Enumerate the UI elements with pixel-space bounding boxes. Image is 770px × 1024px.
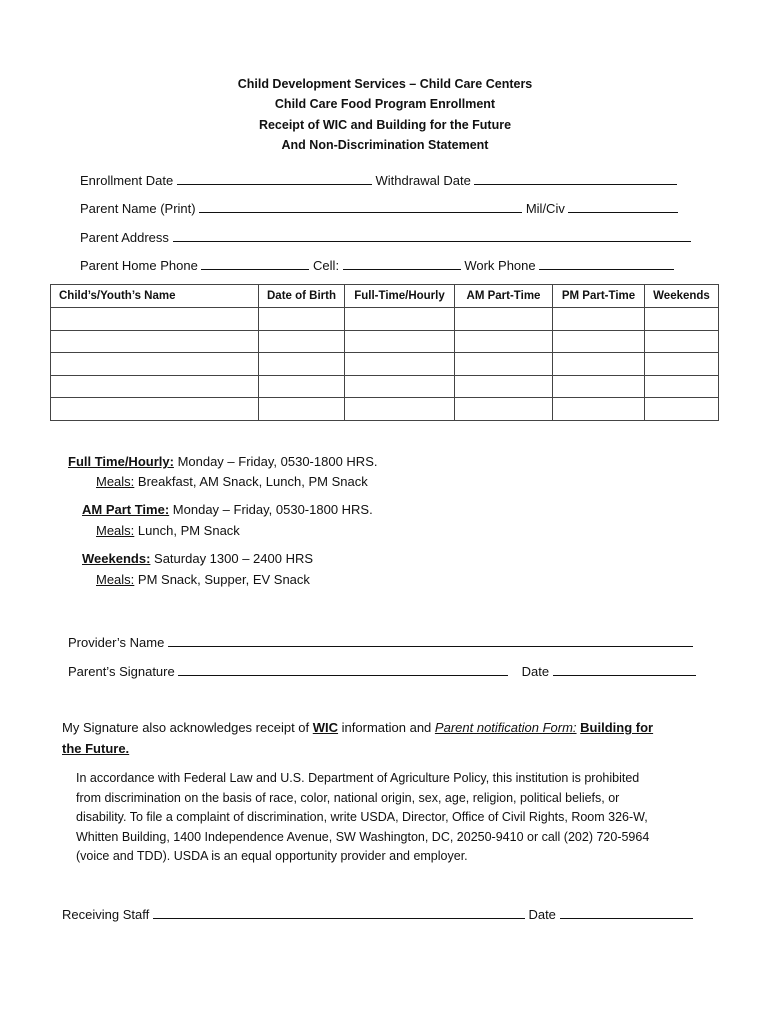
table-cell[interactable]	[345, 330, 455, 353]
receiving-date-field[interactable]	[560, 906, 693, 919]
table-cell[interactable]	[455, 330, 553, 353]
table-row	[51, 330, 719, 353]
col-weekends: Weekends	[645, 285, 719, 308]
nd-line-3: disability. To file a complaint of discrimination, write USDA, Director, Office of Civil Rights, Room 326-W,	[76, 810, 648, 824]
am-part-line	[82, 502, 373, 517]
mil-civ-field[interactable]	[568, 200, 678, 213]
parent-address-label: Parent Address	[80, 230, 169, 245]
table-row	[51, 375, 719, 398]
table-cell[interactable]	[51, 353, 259, 376]
col-am-part-time: AM Part-Time	[455, 285, 553, 308]
weekends-label: Weekends:	[82, 551, 151, 566]
weekends-meals-label: Meals:	[96, 572, 135, 587]
enrollment-date-label: Enrollment Date	[80, 173, 174, 188]
parent-name-field[interactable]	[199, 200, 522, 213]
enrollment-date-field[interactable]	[177, 172, 372, 185]
parent-address-field[interactable]	[173, 229, 691, 242]
weekends-meals: PM Snack, Supper, EV Snack	[137, 572, 310, 587]
table-cell[interactable]	[259, 330, 345, 353]
cell-field[interactable]	[343, 257, 461, 270]
receiving-staff-label: Receiving Staff	[62, 907, 150, 922]
col-date-of-birth: Date of Birth	[259, 285, 345, 308]
table-cell[interactable]	[645, 330, 719, 353]
title-line-3: Receipt of WIC and Building for the Future	[258, 118, 512, 132]
table-cell[interactable]	[645, 353, 719, 376]
withdrawal-date-field[interactable]	[474, 172, 677, 185]
nd-line-1: In accordance with Federal Law and U.S. Department of Agriculture Policy, this institution is prohibited	[76, 771, 640, 785]
table-cell[interactable]	[645, 398, 719, 421]
nd-line-2: from discrimination on the basis of race, color, national origin, sex, age, religion, political beliefs, or	[76, 790, 620, 805]
table-cell[interactable]	[51, 308, 259, 331]
nd-line-5: (voice and TDD). USDA is an equal opportunity provider and employer.	[76, 849, 468, 863]
ack-bft-2: the Future.	[62, 741, 130, 756]
table-cell[interactable]	[259, 398, 345, 421]
table-row	[51, 398, 719, 421]
provider-name-field[interactable]	[168, 634, 693, 647]
am-part-meals-label: Meals:	[96, 523, 135, 538]
table-row	[51, 353, 719, 376]
table-cell[interactable]	[553, 398, 645, 421]
table-cell[interactable]	[259, 308, 345, 331]
work-phone-field[interactable]	[539, 257, 674, 270]
table-cell[interactable]	[51, 398, 259, 421]
parent-address-row	[80, 229, 691, 245]
enrollment-row	[80, 172, 677, 188]
provider-name-label: Provider’s Name	[68, 635, 165, 650]
full-time-meals: Breakfast, AM Snack, Lunch, PM Snack	[137, 474, 368, 489]
acknowledgement-line-1	[62, 720, 653, 735]
children-table	[50, 284, 719, 421]
mil-civ-label: Mil/Civ	[525, 201, 565, 216]
table-cell[interactable]	[259, 353, 345, 376]
table-cell[interactable]	[51, 375, 259, 398]
nd-line-4: Whitten Building, 1400 Independence Avenue, SW Washington, DC, 20250-9410 or call (202) 720-5964	[76, 829, 650, 844]
home-phone-label: Parent Home Phone	[80, 258, 198, 273]
full-time-label: Full Time/Hourly:	[68, 454, 174, 469]
parent-signature-date-field[interactable]	[553, 663, 696, 676]
col-full-time-hourly: Full-Time/Hourly	[345, 285, 455, 308]
table-cell[interactable]	[645, 308, 719, 331]
provider-name-row	[68, 634, 693, 650]
weekends-line	[82, 551, 313, 566]
title-line-2: Child Care Food Program Enrollment	[274, 97, 496, 111]
parent-signature-date-label: Date	[521, 664, 550, 679]
table-cell[interactable]	[345, 375, 455, 398]
table-cell[interactable]	[553, 353, 645, 376]
col-pm-part-time: PM Part-Time	[553, 285, 645, 308]
table-cell[interactable]	[345, 353, 455, 376]
nondiscrimination-statement	[76, 769, 736, 867]
weekends-hours: Saturday 1300 – 2400 HRS	[154, 551, 314, 566]
am-part-meals: Lunch, PM Snack	[137, 523, 240, 538]
table-cell[interactable]	[455, 308, 553, 331]
ack-wic: WIC	[312, 720, 339, 735]
parent-name-row	[80, 200, 678, 216]
table-cell[interactable]	[645, 375, 719, 398]
withdrawal-date-label: Withdrawal Date	[375, 173, 471, 188]
table-cell[interactable]	[345, 308, 455, 331]
table-cell[interactable]	[455, 375, 553, 398]
receiving-staff-field[interactable]	[153, 906, 525, 919]
full-time-meals-line	[96, 474, 368, 489]
title-line-4: And Non-Discrimination Statement	[281, 138, 489, 152]
full-time-line	[68, 454, 377, 469]
receiving-staff-row	[62, 906, 693, 922]
am-part-meals-line	[96, 523, 240, 538]
col-child-name: Child’s/Youth’s Name	[51, 285, 259, 308]
ack-text-1: My Signature also acknowledges receipt of	[62, 720, 310, 735]
parent-signature-label: Parent’s Signature	[68, 664, 175, 679]
table-row	[51, 308, 719, 331]
table-cell[interactable]	[553, 330, 645, 353]
parent-name-label: Parent Name (Print)	[80, 201, 196, 216]
table-cell[interactable]	[345, 398, 455, 421]
table-header-row	[51, 285, 719, 308]
receiving-date-label: Date	[528, 907, 556, 922]
weekends-meals-line	[96, 572, 310, 587]
ack-bft-1: Building for	[580, 720, 654, 735]
parent-signature-row	[68, 663, 696, 679]
full-time-meals-label: Meals:	[96, 474, 135, 489]
cell-label: Cell:	[313, 258, 340, 273]
table-cell[interactable]	[455, 353, 553, 376]
title-line-1: Child Development Services – Child Care Centers	[237, 77, 533, 91]
ack-text-2: information and	[341, 720, 432, 735]
parent-signature-field[interactable]	[178, 663, 508, 676]
table-cell[interactable]	[259, 375, 345, 398]
am-part-hours: Monday – Friday, 0530-1800 HRS.	[172, 502, 373, 517]
table-cell[interactable]	[455, 398, 553, 421]
phone-row	[80, 257, 674, 273]
am-part-label: AM Part Time:	[82, 502, 170, 517]
full-time-hours: Monday – Friday, 0530-1800 HRS.	[177, 454, 378, 469]
home-phone-field[interactable]	[201, 257, 309, 270]
ack-form: Parent notification Form:	[434, 720, 577, 735]
table-cell[interactable]	[553, 308, 645, 331]
table-cell[interactable]	[553, 375, 645, 398]
table-cell[interactable]	[51, 330, 259, 353]
work-phone-label: Work Phone	[464, 258, 536, 273]
